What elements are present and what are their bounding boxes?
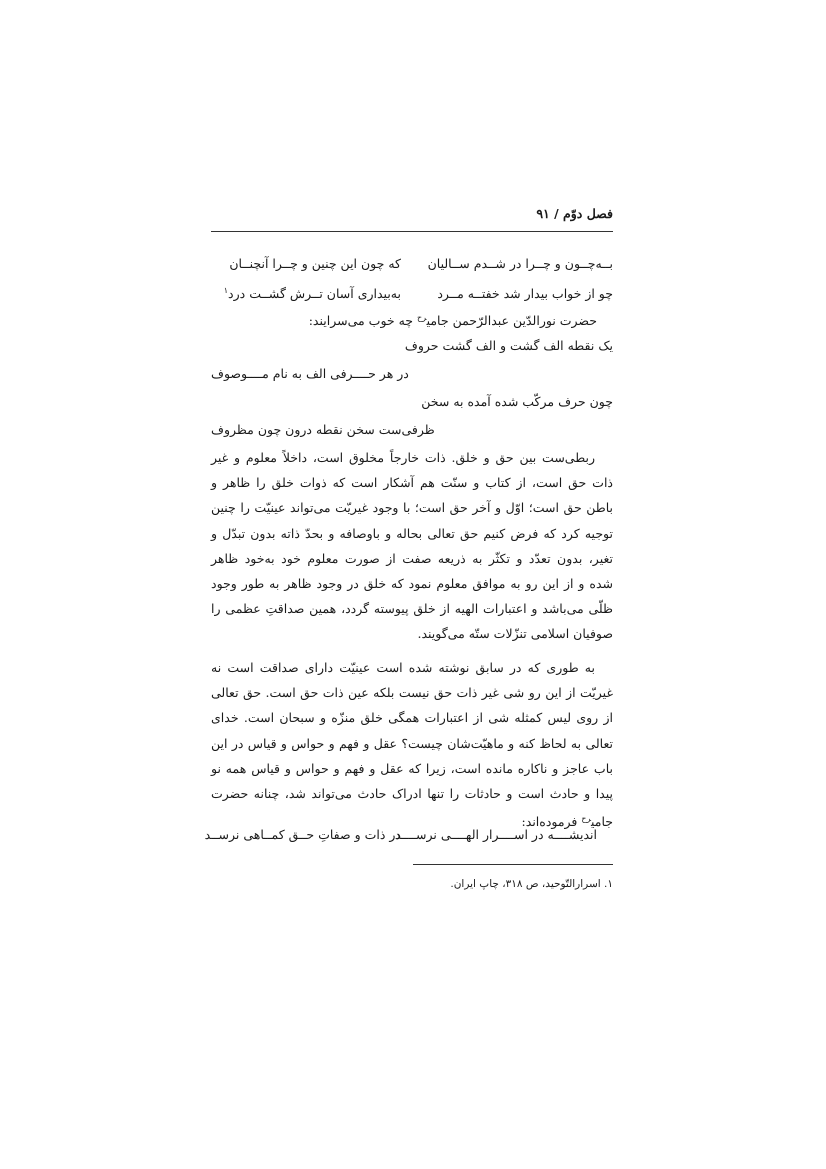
hemistich: چو از خواب بیدار شد خفتــه مــرد xyxy=(437,286,613,302)
hemistich: اندیشــــه در اســــرار الهــــی نرســــد xyxy=(394,827,597,842)
para-end-rest: فرموده‌اند: xyxy=(521,814,578,830)
rubai-line-4: ظرفی‌ست سخن نقطه درون چون مظروف xyxy=(211,422,435,437)
hemistich: که چون این چنین و چــرا آنچنــان xyxy=(229,256,401,271)
hemistich: در ذات و صفاتِ حــق کمــاهی نرســد xyxy=(204,827,401,842)
book-page xyxy=(204,0,613,1169)
rubai-line-1: یک نقطه الف گشت و الف گشت حروف xyxy=(404,338,613,353)
footnote: ۱. اسرارالتّوحید، ص ۳۱۸، چاپ ایران. xyxy=(450,878,613,890)
para-end-text: جامی xyxy=(590,814,613,830)
para-line: ذات حق است، از کتاب و سنّت هم آشکار است که ذوات خلق را ظاهر و xyxy=(211,475,613,491)
para-line: تغیر، بدون تعدّد و تکثّر به ذریعه صفت از صورت معلوم خود به‌خود ظاهر xyxy=(211,550,613,566)
honorific: رح xyxy=(581,814,591,824)
rubai-line-2: در هر حــــرفی الف به نام مــــوصوف xyxy=(211,366,409,381)
para-line: ظلّی می‌باشد و اعتبارات الهیه از خلق پیوسته گردد، همین صداقتِ عظمی را xyxy=(211,601,613,617)
para-line: پیدا و حادث است و حادثات را تنها ادراک حادث می‌تواند شد، چنانه حضرت xyxy=(211,785,613,801)
hemistich xyxy=(211,282,401,303)
hemistich-text: به‌بیداری آسان تــرش گشــت درد xyxy=(228,286,401,302)
intro-line xyxy=(211,309,597,330)
footnote-rule xyxy=(413,864,613,865)
para-line: غیریّت از این رو شی غیر ذات حق نیست بلکه عین ذات حق است. حق تعالی xyxy=(211,685,613,701)
para-line: تعالی به لحاظ کنه و ماهیّت‌شان چیست؟ عقل و فهم و حواس و قیاس در این xyxy=(211,735,613,751)
footnote-marker: ۱ xyxy=(223,286,229,295)
couplet-1 xyxy=(211,255,613,273)
para-line: توجیه کرد که فرض کنیم حق تعالی بحاله و باوصافه و بحدّ ذاته بدون تبدّل و xyxy=(211,525,613,541)
para-line: از روی لیس کمثله شی از اعتبارات همگی خلق منزّه و سبحان است. خدای xyxy=(211,710,613,726)
paragraph-1 xyxy=(211,445,613,647)
couplet-3 xyxy=(204,826,613,844)
honorific: رح xyxy=(417,313,427,322)
rubai-line-3: چون حرف مرکّب شده آمده به سخن xyxy=(421,394,613,409)
hemistich: بــه‌چــون و چــرا در شــدم ســالیان xyxy=(427,256,613,271)
header-rule xyxy=(211,231,613,232)
intro-rest: چه خوب می‌سرایند: xyxy=(308,313,414,329)
paragraph-2 xyxy=(211,655,613,831)
para-line: ربطی‌ست بین حق و خلق. ذات خارجاً مخلوق است، داخلاً معلوم و غیر xyxy=(211,450,595,465)
para-line: باطن حق است؛ اوّل و آخر حق است؛ با وجود غیریّت می‌تواند عینیّت را چنین xyxy=(211,500,613,516)
running-header: فصل دوّم / ۹۱ xyxy=(536,206,613,221)
couplet-2 xyxy=(211,282,613,303)
para-line: باب عاجز و ناکاره مانده است، زیرا که عقل و فهم و حواس و قیاس همه نو xyxy=(211,760,613,776)
intro-text: حضرت نورالدّین عبدالرّحمن جامی xyxy=(426,313,597,329)
para-line: به طوری که در سابق نوشته شده است عینیّت دارای صداقت است نه xyxy=(211,660,595,675)
para-line: صوفیان اسلامی تنزّلات ستّه می‌گویند. xyxy=(417,626,613,642)
para-line: شده و از این رو به موافق معلوم نمود که خلق در وجود ظاهر به طور وجود xyxy=(211,575,613,591)
